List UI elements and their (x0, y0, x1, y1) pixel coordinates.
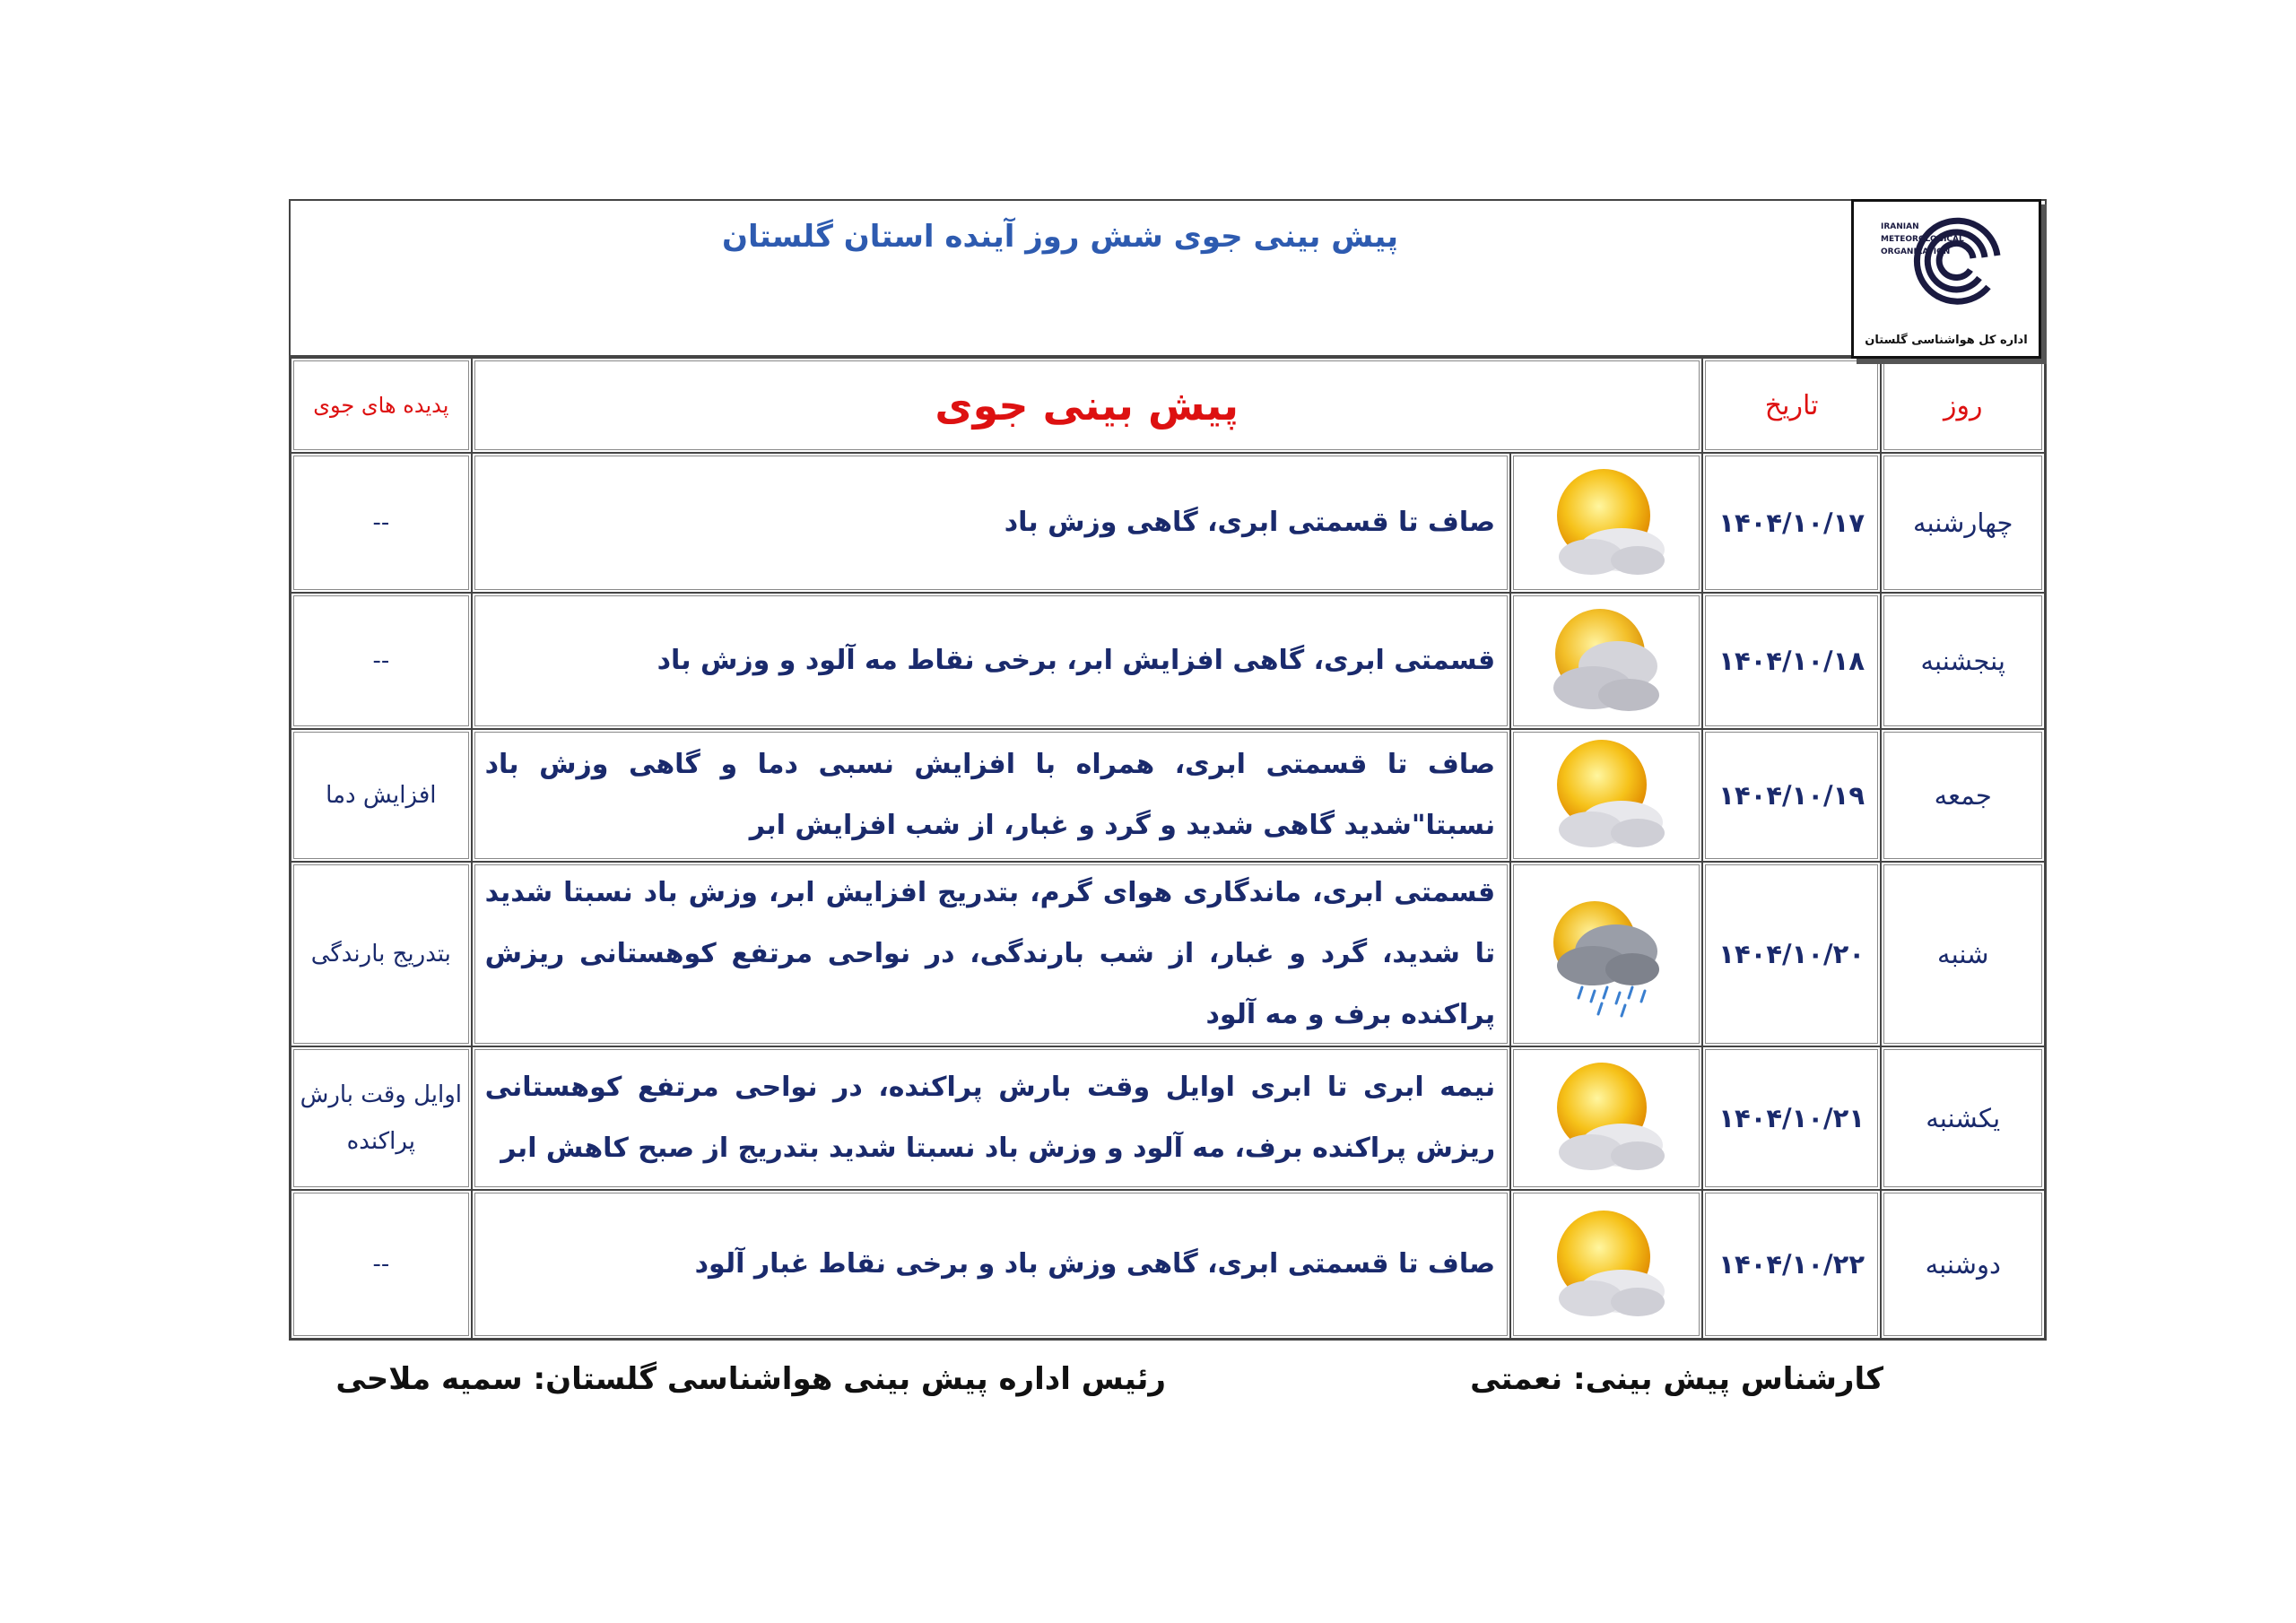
date-cell: ۱۴۰۴/۱۰/۱۷ (1702, 453, 1882, 593)
forecast-sheet (289, 199, 2047, 1341)
date-cell: ۱۴۰۴/۱۰/۱۸ (1702, 593, 1882, 729)
table-row (291, 1190, 2045, 1339)
cloudy-sun-icon (1539, 598, 1674, 724)
table-row (291, 453, 2045, 593)
weather-icon-cell (1510, 1046, 1702, 1190)
weather-icon-cell (1510, 593, 1702, 729)
weather-icon-cell (1510, 729, 1702, 862)
day-cell: شنبه (1881, 862, 2045, 1046)
partly-cloudy-icon (1539, 1055, 1674, 1181)
phenomena-cell: -- (291, 1190, 472, 1339)
forecast-cell: صاف تا قسمتی ابری، گاهی وزش باد و برخی نقاط غبار آلود (472, 1190, 1510, 1339)
day-cell: یکشنبه (1881, 1046, 2045, 1190)
svg-text:METEOROLOGICAL: METEOROLOGICAL (1881, 235, 1964, 244)
table-row (291, 862, 2045, 1046)
svg-text:IRANIAN: IRANIAN (1881, 222, 1919, 231)
svg-text:ORGANIZATION: ORGANIZATION (1881, 247, 1951, 256)
department-head-signature: رئیس اداره پیش بینی هواشناسی گلستان: سمیه ملاحی (335, 1361, 1166, 1397)
weather-icon-cell (1510, 862, 1702, 1046)
table-row (291, 729, 2045, 862)
table-header-row (291, 358, 2045, 453)
date-cell: ۱۴۰۴/۱۰/۲۲ (1702, 1190, 1882, 1339)
forecaster-signature: کارشناس پیش بینی: نعمتی (1470, 1361, 1883, 1397)
weather-icon-cell (1510, 453, 1702, 593)
phenomena-cell: بتدریج بارندگی (291, 862, 472, 1046)
rain-cloud-icon (1539, 887, 1674, 1021)
phenomena-cell: -- (291, 593, 472, 729)
day-cell: جمعه (1881, 729, 2045, 862)
forecast-header: پیش بینی جوی (472, 358, 1702, 453)
logo-caption: اداره کل هواشناسی گلستان (1865, 334, 2028, 347)
date-cell: ۱۴۰۴/۱۰/۲۰ (1702, 862, 1882, 1046)
date-cell: ۱۴۰۴/۱۰/۱۹ (1702, 729, 1882, 862)
page-title: پیش بینی جوی شش روز آینده استان گلستان (722, 219, 1398, 255)
phenomena-cell: -- (291, 453, 472, 593)
day-header: روز (1881, 358, 2045, 453)
day-cell: چهارشنبه (1881, 453, 2045, 593)
forecast-cell: قسمتی ابری، گاهی افزایش ابر، برخی نقاط مه آلود و وزش باد (472, 593, 1510, 729)
partly-cloudy-icon (1539, 1202, 1674, 1327)
forecast-cell: نیمه ابری تا ابری اوایل وقت بارش پراکنده، در نواحی مرتفع کوهستانی ریزش پراکنده برف، مه آلود و وزش باد نسبتا شدید بتدریج از صبح کاهش ابر (472, 1046, 1510, 1190)
phenomena-cell: اوایل وقت بارش پراکنده (291, 1046, 472, 1190)
forecast-cell: قسمتی ابری، ماندگاری هوای گرم، بتدریج افزایش ابر، وزش باد نسبتا شدید تا شدید، گرد و غبار، از شب بارندگی، در نواحی مرتفع کوهستانی ریزش پراکنده برف و مه آلود (472, 862, 1510, 1046)
day-cell: پنجشنبه (1881, 593, 2045, 729)
forecast-cell: صاف تا قسمتی ابری، گاهی وزش باد (472, 453, 1510, 593)
partly-cloudy-icon (1539, 733, 1674, 858)
date-header: تاریخ (1702, 358, 1882, 453)
phenomena-header: پدیده های جوی (291, 358, 472, 453)
header-row (291, 201, 2045, 358)
table-row (291, 593, 2045, 729)
partly-cloudy-icon (1539, 460, 1674, 586)
date-cell: ۱۴۰۴/۱۰/۲۱ (1702, 1046, 1882, 1190)
forecast-table (291, 358, 2045, 1339)
forecast-cell: صاف تا قسمتی ابری، همراه با افزایش نسبی دما و گاهی وزش باد نسبتا"شدید گاهی شدید و گرد و غبار، از شب افزایش ابر (472, 729, 1510, 862)
table-row (291, 1046, 2045, 1190)
meteorology-logo (1851, 199, 2041, 359)
footer (0, 1361, 2296, 1415)
phenomena-cell: افزایش دما (291, 729, 472, 862)
day-cell: دوشنبه (1881, 1190, 2045, 1339)
weather-icon-cell (1510, 1190, 1702, 1339)
